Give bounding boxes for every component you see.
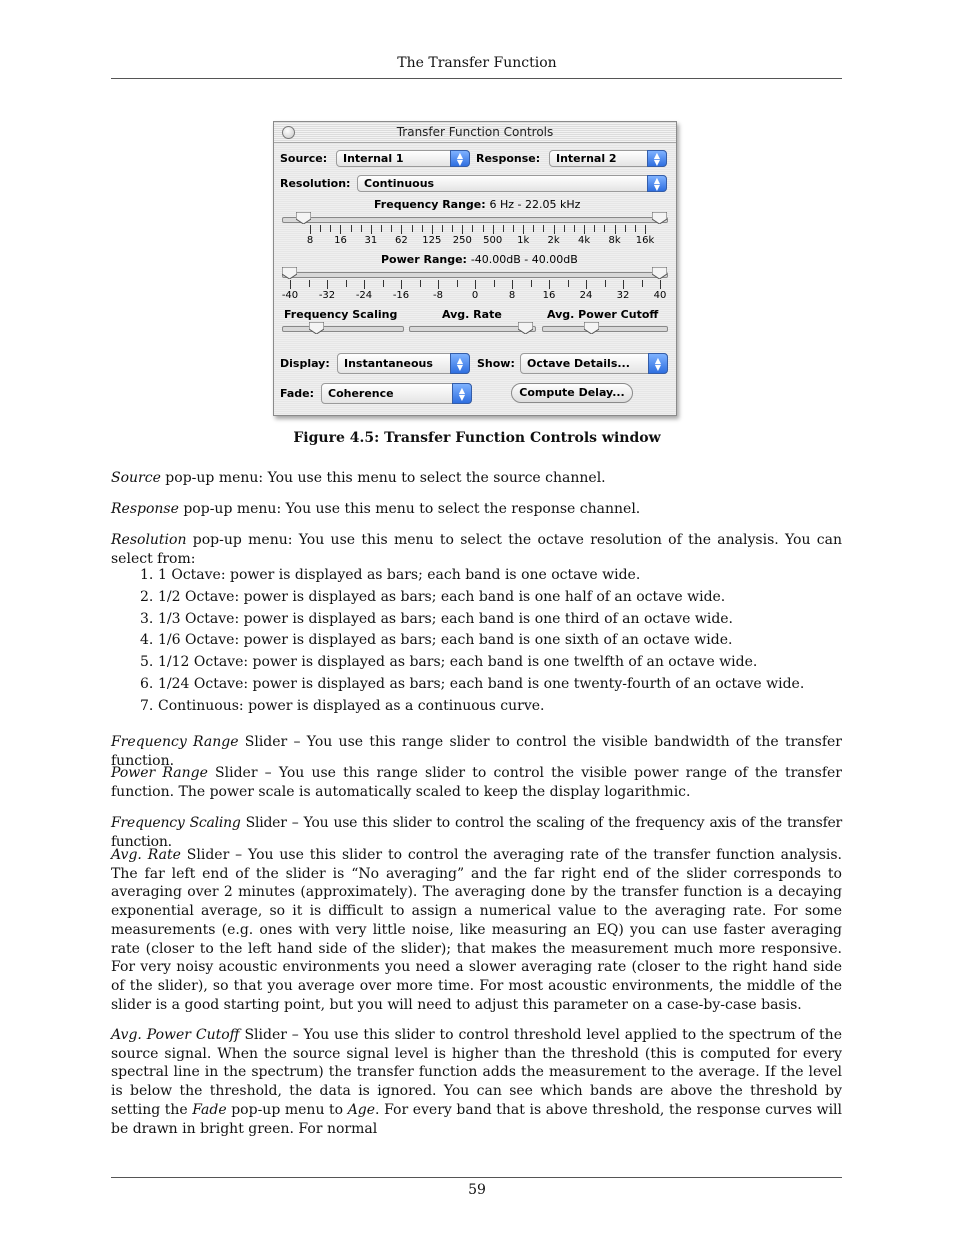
tick-label: 16 bbox=[542, 290, 556, 301]
resolution-value: Continuous bbox=[364, 177, 435, 190]
list-item: 5. 1/12 Octave: power is displayed as bars; each band is one twelfth of an octave wide. bbox=[140, 654, 758, 670]
frequency-low-thumb[interactable] bbox=[296, 212, 311, 224]
popup-arrows-icon: ▲ ▼ bbox=[647, 150, 667, 167]
tick-label: 62 bbox=[394, 235, 408, 246]
tick-mark bbox=[452, 225, 453, 232]
tick-label: 8 bbox=[306, 235, 314, 246]
power-range-value: -40.00dB - 40.00dB bbox=[470, 253, 578, 266]
footer-rule bbox=[111, 1177, 842, 1178]
frequency-range-track[interactable] bbox=[282, 217, 668, 223]
power-range-label: Power Range: bbox=[381, 253, 467, 266]
tick-mark bbox=[381, 225, 382, 232]
frequency-range-label: Frequency Range: bbox=[374, 198, 486, 211]
power-low-thumb[interactable] bbox=[282, 267, 297, 279]
tick-mark bbox=[364, 280, 365, 289]
tick-mark bbox=[475, 280, 476, 289]
tick-label: -24 bbox=[355, 290, 373, 301]
tick-mark bbox=[493, 225, 494, 234]
tick-mark bbox=[483, 225, 484, 232]
tick-mark bbox=[457, 280, 458, 287]
response-paragraph bbox=[111, 500, 842, 519]
tick-mark bbox=[412, 225, 413, 232]
title-bar[interactable] bbox=[274, 122, 676, 143]
source-term: Source bbox=[111, 470, 161, 486]
tick-label: -16 bbox=[392, 290, 410, 301]
tick-mark bbox=[533, 225, 534, 232]
tick-mark bbox=[554, 225, 555, 234]
response-popup[interactable] bbox=[549, 150, 667, 167]
tick-mark bbox=[513, 225, 514, 232]
tick-mark bbox=[420, 280, 421, 287]
frequency-scaling-label: Frequency Scaling bbox=[284, 308, 398, 321]
show-value: Octave Details... bbox=[527, 357, 630, 370]
header-rule bbox=[111, 78, 842, 79]
figure-caption: Figure 4.5: Transfer Function Controls window bbox=[293, 430, 661, 446]
avg-power-cutoff-thumb[interactable] bbox=[584, 322, 599, 334]
tick-mark bbox=[432, 225, 433, 234]
fade-value: Coherence bbox=[328, 387, 394, 400]
frequency-tick-labels bbox=[274, 235, 676, 247]
frequency-range-paragraph: Frequency Range Slider – You use this range slider to control the visible bandwidth of the transfer function. bbox=[111, 734, 842, 769]
tick-mark bbox=[564, 225, 565, 232]
tick-label: -32 bbox=[318, 290, 336, 301]
tick-mark bbox=[635, 225, 636, 232]
tick-mark bbox=[494, 280, 495, 287]
source-popup[interactable] bbox=[336, 150, 470, 167]
tick-mark bbox=[442, 225, 443, 232]
tick-mark bbox=[290, 280, 291, 289]
source-text: pop-up menu: You use this menu to select the source channel. bbox=[160, 470, 606, 486]
tick-mark bbox=[438, 280, 439, 289]
tick-mark bbox=[594, 225, 595, 232]
response-text: pop-up menu: You use this menu to select the response channel. bbox=[178, 501, 641, 517]
tick-mark bbox=[604, 225, 605, 232]
source-label: Source: bbox=[280, 152, 328, 165]
tick-mark bbox=[351, 225, 352, 232]
tick-mark bbox=[645, 225, 646, 234]
tick-label: 125 bbox=[422, 235, 442, 246]
tick-mark bbox=[543, 225, 544, 232]
response-label: Response: bbox=[476, 152, 541, 165]
tick-mark bbox=[531, 280, 532, 287]
popup-arrows-icon: ▲ ▼ bbox=[648, 353, 668, 374]
avg-rate-track[interactable] bbox=[409, 326, 536, 332]
tick-mark bbox=[320, 225, 321, 232]
power-tick-labels bbox=[274, 290, 676, 302]
tick-mark bbox=[422, 225, 423, 232]
avg-power-cutoff-track[interactable] bbox=[542, 326, 668, 332]
tick-mark bbox=[462, 225, 463, 234]
tick-mark bbox=[512, 280, 513, 289]
frequency-range-readout bbox=[374, 198, 580, 211]
tick-label: -40 bbox=[281, 290, 299, 301]
tick-label: 2k bbox=[547, 235, 560, 246]
tick-mark bbox=[549, 280, 550, 289]
tick-label: 4k bbox=[578, 235, 591, 246]
popup-arrows-icon: ▲ ▼ bbox=[450, 150, 470, 167]
tick-label: -8 bbox=[433, 290, 443, 301]
tick-mark bbox=[330, 225, 331, 232]
tick-mark bbox=[472, 225, 473, 232]
display-label: Display: bbox=[280, 357, 330, 370]
popup-arrows-icon: ▲ ▼ bbox=[647, 175, 667, 192]
display-value: Instantaneous bbox=[344, 357, 433, 370]
frequency-ticks bbox=[274, 225, 676, 235]
frequency-scaling-thumb[interactable] bbox=[309, 322, 324, 334]
tick-mark bbox=[327, 280, 328, 289]
tick-mark bbox=[523, 225, 524, 234]
tick-mark bbox=[371, 225, 372, 234]
tick-label: 16k bbox=[635, 235, 655, 246]
frequency-scaling-track[interactable] bbox=[282, 326, 404, 332]
avg-rate-thumb[interactable] bbox=[518, 322, 533, 334]
tick-mark bbox=[605, 280, 606, 287]
tick-mark bbox=[625, 225, 626, 232]
tick-mark bbox=[310, 225, 311, 234]
tick-mark bbox=[401, 280, 402, 289]
page-header: The Transfer Function bbox=[397, 55, 557, 71]
tick-mark bbox=[383, 280, 384, 287]
source-value: Internal 1 bbox=[343, 152, 404, 165]
tick-mark bbox=[623, 280, 624, 289]
avg-rate-paragraph: Avg. Rate Slider – You use this slider to control the averaging rate of the transfer function analysis. The far left end of the slider is “No averaging” and the far right end of the slider corresponds to averaging over 2 minutes (approximately). The averaging done by the transfer function is a decaying exponential average, so it is difficult to assign a numerical value to the averaging rate. For some measurements (e.g. ones with very little noise, like measuring an EQ) you can use faster averaging rate (closer to the left hand side of the slider); that makes the measurement much more responsive. For very noisy acoustic environments you need a slower averaging rate (closer to the right hand side of the slider), so that you average over more time. For most acoustic environments, the middle of the slider is a good starting point, but you will need to adjust this parameter on a case-by-case basis. bbox=[111, 847, 842, 1013]
page-number: 59 bbox=[468, 1182, 486, 1198]
tick-mark bbox=[642, 280, 643, 287]
list-item: 7. Continuous: power is displayed as a continuous curve. bbox=[140, 698, 545, 714]
show-label: Show: bbox=[477, 357, 515, 370]
tick-mark bbox=[346, 280, 347, 287]
tick-mark bbox=[568, 280, 569, 287]
tick-mark bbox=[615, 225, 616, 234]
resolution-popup[interactable] bbox=[357, 175, 667, 192]
list-item: 3. 1/3 Octave: power is displayed as bars; each band is one third of an octave wide. bbox=[140, 611, 734, 627]
list-item: 2. 1/2 Octave: power is displayed as bars; each band is one half of an octave wide. bbox=[140, 589, 726, 605]
tick-label: 24 bbox=[579, 290, 593, 301]
source-paragraph bbox=[111, 469, 842, 488]
fade-label: Fade: bbox=[280, 387, 315, 400]
frequency-scaling-paragraph: Frequency Scaling Slider – You use this slider to control the scaling of the frequency axis of the transfer function. bbox=[111, 815, 842, 850]
avg-power-cutoff-label: Avg. Power Cutoff bbox=[547, 308, 659, 321]
tick-mark bbox=[309, 280, 310, 287]
avg-power-cutoff-paragraph: Avg. Power Cutoff Slider – You use this slider to control threshold level applied to the spectrum of the source signal. When the source signal level is higher than the threshold (this is computed for every spectral line in the spectrum) the transfer function adds the measurement to the average. If the level is below the threshold, the data is ignored. You can see which bands are above the threshold by setting the Fade pop-up menu to Age. For every band that is above threshold, the response curves will be drawn in bright green. For normal bbox=[111, 1027, 843, 1137]
tick-mark bbox=[340, 225, 341, 234]
response-term: Response bbox=[111, 501, 179, 517]
power-range-readout bbox=[381, 253, 578, 266]
tick-mark bbox=[401, 225, 402, 234]
tick-mark bbox=[584, 225, 585, 234]
tick-label: 8k bbox=[608, 235, 621, 246]
resolution-text: pop-up menu: You use this menu to select the octave resolution of the analysis. You can select from: bbox=[111, 532, 842, 567]
tick-label: 40 bbox=[653, 290, 667, 301]
power-ticks bbox=[274, 280, 676, 290]
avg-rate-label: Avg. Rate bbox=[442, 308, 502, 321]
window-title: Transfer Function Controls bbox=[396, 125, 554, 139]
tick-label: 1k bbox=[517, 235, 530, 246]
tick-label: 31 bbox=[364, 235, 378, 246]
display-popup[interactable] bbox=[337, 353, 470, 374]
resolution-paragraph bbox=[111, 531, 842, 568]
popup-arrows-icon: ▲ ▼ bbox=[452, 383, 472, 404]
tick-label: 500 bbox=[483, 235, 503, 246]
tick-label: 250 bbox=[452, 235, 472, 246]
tick-label: 8 bbox=[508, 290, 516, 301]
show-popup[interactable] bbox=[520, 353, 668, 374]
resolution-term: Resolution bbox=[111, 532, 187, 548]
frequency-high-thumb[interactable] bbox=[652, 212, 667, 224]
tick-mark bbox=[391, 225, 392, 232]
power-high-thumb[interactable] bbox=[652, 267, 667, 279]
tick-mark bbox=[660, 280, 661, 289]
frequency-range-value: 6 Hz - 22.05 kHz bbox=[489, 198, 581, 211]
tick-mark bbox=[574, 225, 575, 232]
compute-delay-button[interactable]: Compute Delay... bbox=[511, 383, 633, 403]
transfer-function-controls-window bbox=[273, 121, 677, 416]
resolution-label: Resolution: bbox=[280, 177, 351, 190]
list-item: 4. 1/6 Octave: power is displayed as bars; each band is one sixth of an octave wide. bbox=[140, 632, 733, 648]
list-item: 6. 1/24 Octave: power is displayed as bars; each band is one twenty-fourth of an octave wide. bbox=[140, 676, 805, 692]
list-item: 1. 1 Octave: power is displayed as bars; each band is one octave wide. bbox=[140, 567, 641, 583]
tick-label: 0 bbox=[471, 290, 479, 301]
popup-arrows-icon: ▲ ▼ bbox=[450, 353, 470, 374]
tick-label: 16 bbox=[334, 235, 347, 246]
response-value: Internal 2 bbox=[556, 152, 617, 165]
tick-mark bbox=[503, 225, 504, 232]
tick-mark bbox=[361, 225, 362, 232]
tick-mark bbox=[586, 280, 587, 289]
power-range-paragraph: Power Range Slider – You use this range slider to control the visible power range of the transfer function. The power scale is automatically scaled to keep the display logarithmic. bbox=[111, 765, 842, 800]
power-range-track[interactable] bbox=[282, 272, 668, 278]
fade-popup[interactable] bbox=[321, 383, 472, 404]
tick-label: 32 bbox=[616, 290, 630, 301]
